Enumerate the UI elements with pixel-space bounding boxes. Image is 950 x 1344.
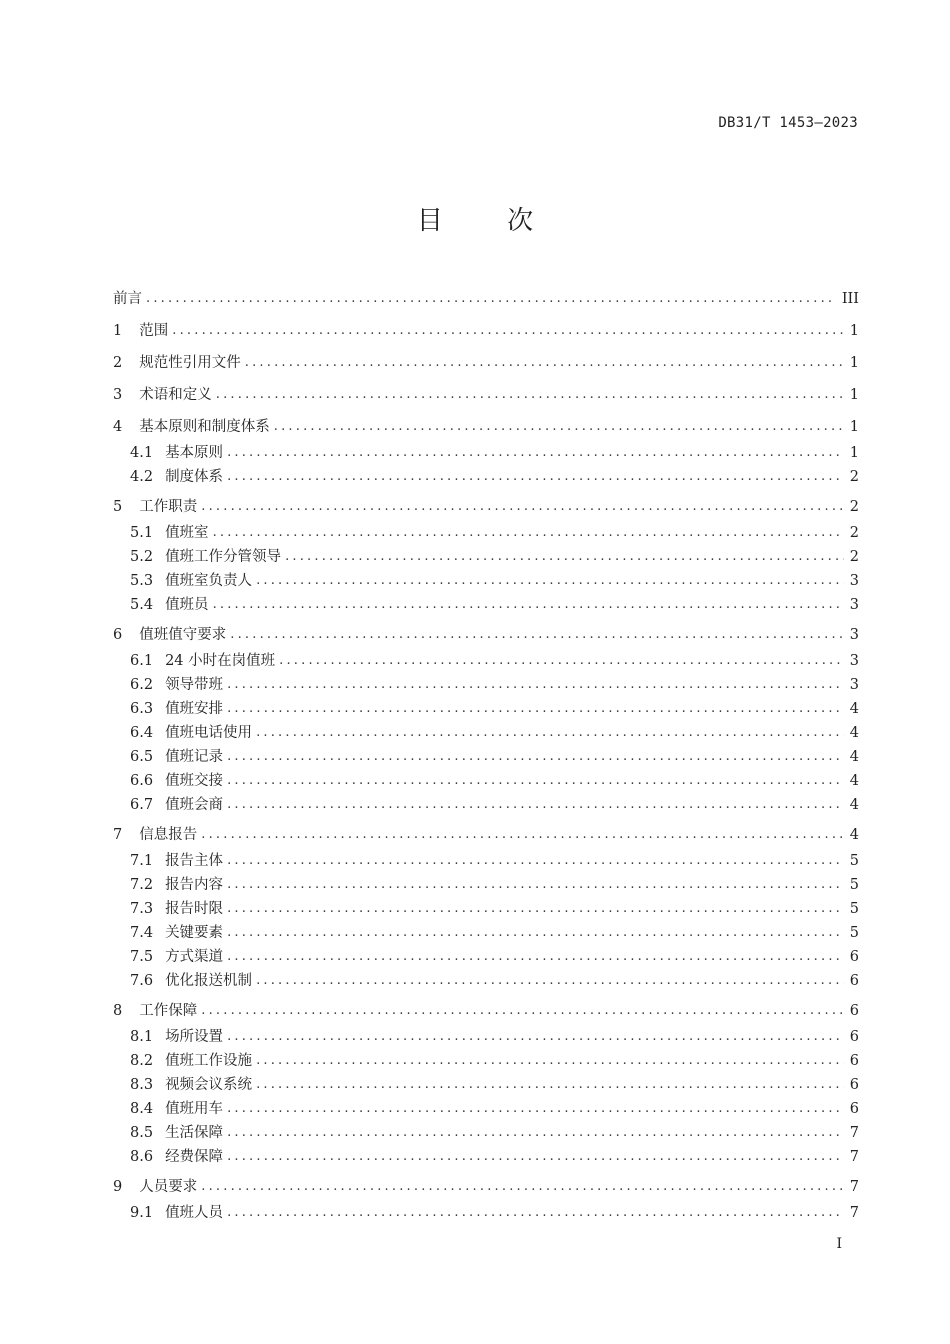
- toc-entry-label: 值班电话使用: [165, 725, 253, 741]
- toc-entry[interactable]: [113, 1146, 859, 1168]
- toc-entry-page: 6: [849, 1029, 859, 1045]
- toc-entry-label: 经费保障: [165, 1149, 224, 1165]
- toc-entry-number: 9.1: [130, 1205, 154, 1221]
- toc-entry-number: 9: [113, 1179, 123, 1195]
- toc-entry-page: 1: [849, 355, 859, 371]
- toc-entry-page: III: [841, 291, 859, 307]
- toc-entry-page: 1: [849, 323, 859, 339]
- toc-entry-number: 8.5: [130, 1125, 154, 1141]
- toc-entry-label: 视频会议系统: [165, 1077, 253, 1093]
- toc-entry-label: 关键要素: [165, 925, 224, 941]
- dot-leader: [201, 824, 844, 846]
- dot-leader: [279, 650, 844, 672]
- toc-entry-label: 报告内容: [165, 877, 224, 893]
- document-id: DB31/T 1453—2023: [718, 115, 858, 131]
- toc-entry[interactable]: [113, 1176, 859, 1198]
- dot-leader: [245, 352, 844, 374]
- dot-leader: [227, 874, 844, 896]
- dot-leader: [227, 794, 844, 816]
- toc-entry-number: 8.1: [130, 1029, 154, 1045]
- toc-entry-number: 6.6: [130, 773, 154, 789]
- toc-entry-page: 3: [849, 573, 859, 589]
- toc-entry-label: 值班工作分管领导: [165, 549, 282, 565]
- toc-entry-number: 7.6: [130, 973, 154, 989]
- dot-leader: [256, 722, 844, 744]
- toc-entry-number: 8: [113, 1003, 123, 1019]
- toc-entry[interactable]: [113, 850, 859, 872]
- toc-entry-label: 术语和定义: [139, 387, 212, 403]
- toc-entry-page: 1: [849, 445, 859, 461]
- toc-entry-page: 6: [849, 1077, 859, 1093]
- toc-entry-number: 8.2: [130, 1053, 154, 1069]
- toc-entry[interactable]: [113, 1098, 859, 1120]
- toc-entry-number: 8.4: [130, 1101, 154, 1117]
- toc-entry-page: 5: [849, 853, 859, 869]
- toc-entry-page: 4: [849, 827, 859, 843]
- dot-leader: [201, 1176, 844, 1198]
- toc-entry[interactable]: [113, 1026, 859, 1048]
- toc-entry-page: 4: [849, 749, 859, 765]
- dot-leader: [227, 1122, 844, 1144]
- dot-leader: [227, 466, 844, 488]
- toc-entry[interactable]: [113, 1074, 859, 1096]
- toc-entry-number: 6.4: [130, 725, 154, 741]
- toc-entry-page: 5: [849, 925, 859, 941]
- toc-entry-label: 工作保障: [139, 1003, 198, 1019]
- toc-entry-page: 7: [849, 1205, 859, 1221]
- toc-entry-number: 5: [113, 499, 123, 515]
- toc-entry-number: 5.4: [130, 597, 154, 613]
- dot-leader: [227, 698, 844, 720]
- toc-entry[interactable]: [113, 650, 859, 672]
- toc-entry[interactable]: [113, 898, 859, 920]
- toc-entry-label: 信息报告: [139, 827, 198, 843]
- toc-entry[interactable]: [113, 624, 859, 646]
- dot-leader: [227, 898, 844, 920]
- toc-entry-label: 值班交接: [165, 773, 224, 789]
- toc-entry[interactable]: [113, 288, 859, 310]
- dot-leader: [256, 1050, 844, 1072]
- toc-entry-page: 3: [849, 653, 859, 669]
- toc-title-char: 次: [507, 206, 534, 236]
- toc-entry-number: 1: [113, 323, 123, 339]
- toc-entry-page: 2: [849, 499, 859, 515]
- toc-entry[interactable]: [113, 824, 859, 846]
- toc-entry-number: 7.2: [130, 877, 154, 893]
- toc-entry-page: 6: [849, 1053, 859, 1069]
- toc-entry-label: 值班人员: [165, 1205, 224, 1221]
- toc-entry[interactable]: [113, 352, 859, 374]
- toc-entry-label: 值班工作设施: [165, 1053, 253, 1069]
- toc-entry[interactable]: [113, 1122, 859, 1144]
- dot-leader: [227, 1098, 844, 1120]
- dot-leader: [274, 416, 844, 438]
- toc-entry-number: 3: [113, 387, 123, 403]
- dot-leader: [213, 594, 844, 616]
- toc-entry[interactable]: [113, 946, 859, 968]
- toc-title-char: 目: [416, 206, 443, 236]
- toc-entry[interactable]: [113, 874, 859, 896]
- dot-leader: [227, 946, 844, 968]
- toc-entry[interactable]: [113, 698, 859, 720]
- toc-entry-label: 报告主体: [165, 853, 224, 869]
- dot-leader: [227, 770, 844, 792]
- toc-entry-label: 值班用车: [165, 1101, 224, 1117]
- toc-entry[interactable]: [113, 722, 859, 744]
- toc-entry-number: 8.3: [130, 1077, 154, 1093]
- dot-leader: [146, 288, 836, 310]
- dot-leader: [227, 746, 844, 768]
- dot-leader: [227, 850, 844, 872]
- toc-entry[interactable]: [113, 794, 859, 816]
- toc-entry-label: 值班值守要求: [139, 627, 227, 643]
- toc-entry-page: 4: [849, 725, 859, 741]
- toc-entry-number: 4.1: [130, 445, 154, 461]
- toc-entry[interactable]: [113, 746, 859, 768]
- toc-entry[interactable]: [113, 466, 859, 488]
- toc-entry[interactable]: [113, 1050, 859, 1072]
- toc-entry[interactable]: [113, 1202, 859, 1224]
- toc-entry[interactable]: [113, 522, 859, 544]
- toc-entry-label: 值班室: [165, 525, 209, 541]
- toc-entry-label: 场所设置: [165, 1029, 224, 1045]
- dot-leader: [256, 570, 844, 592]
- toc-entry-label: 制度体系: [165, 469, 224, 485]
- dot-leader: [227, 1146, 844, 1168]
- toc-entry-number: 6.3: [130, 701, 154, 717]
- dot-leader: [285, 546, 844, 568]
- toc-entry-label: 范围: [139, 323, 169, 339]
- toc-entry[interactable]: [113, 1000, 859, 1022]
- toc-entry-label: 方式渠道: [165, 949, 224, 965]
- toc-entry-page: 7: [849, 1179, 859, 1195]
- toc-entry-label: 工作职责: [139, 499, 198, 515]
- toc-entry[interactable]: [113, 970, 859, 992]
- dot-leader: [201, 496, 844, 518]
- toc-entry-label: 优化报送机制: [165, 973, 253, 989]
- toc-entry[interactable]: [113, 384, 859, 406]
- toc-entry-label: 值班会商: [165, 797, 224, 813]
- toc-entry[interactable]: [113, 674, 859, 696]
- toc-entry-number: 5.3: [130, 573, 154, 589]
- toc-entry-number: 7.3: [130, 901, 154, 917]
- toc-entry-label: 人员要求: [139, 1179, 198, 1195]
- toc-entry-number: 7.1: [130, 853, 154, 869]
- dot-leader: [213, 522, 844, 544]
- toc-entry-page: 4: [849, 797, 859, 813]
- toc-entry-page: 3: [849, 627, 859, 643]
- toc-entry-page: 2: [849, 549, 859, 565]
- toc-entry-page: 4: [849, 773, 859, 789]
- toc-entry-label: 基本原则和制度体系: [139, 419, 270, 435]
- dot-leader: [227, 442, 844, 464]
- toc-entry-label: 值班员: [165, 597, 209, 613]
- toc-entry[interactable]: [113, 496, 859, 518]
- dot-leader: [227, 674, 844, 696]
- dot-leader: [230, 624, 844, 646]
- toc-entry-page: 2: [849, 469, 859, 485]
- toc-entry-number: 6.7: [130, 797, 154, 813]
- toc-entry-page: 4: [849, 701, 859, 717]
- toc-entry[interactable]: [113, 442, 859, 464]
- toc-entry-number: 5.2: [130, 549, 154, 565]
- dot-leader: [216, 384, 844, 406]
- toc-entry-number: 8.6: [130, 1149, 154, 1165]
- toc-entry[interactable]: [113, 922, 859, 944]
- toc-entry-label: 生活保障: [165, 1125, 224, 1141]
- toc-entry-page: 7: [849, 1149, 859, 1165]
- toc-entry-page: 3: [849, 677, 859, 693]
- toc-entry-number: 6.5: [130, 749, 154, 765]
- toc-entry-number: 7.5: [130, 949, 154, 965]
- toc-entry-page: 6: [849, 973, 859, 989]
- toc-entry-number: 4: [113, 419, 123, 435]
- toc-entry[interactable]: [113, 416, 859, 438]
- toc-entry-label: 值班记录: [165, 749, 224, 765]
- toc-entry-label: 规范性引用文件: [139, 355, 241, 371]
- toc-entry-page: 5: [849, 901, 859, 917]
- toc-entry-label: 报告时限: [165, 901, 224, 917]
- toc-entry-label: 值班室负责人: [165, 573, 253, 589]
- toc-entry-number: 6: [113, 627, 123, 643]
- toc-entry-label: 24 小时在岗值班: [165, 653, 276, 669]
- toc-entry-number: 6.1: [130, 653, 154, 669]
- toc-entry-page: 6: [849, 1003, 859, 1019]
- toc-entry-page: 6: [849, 1101, 859, 1117]
- toc-entry-page: 5: [849, 877, 859, 893]
- toc-entry-number: 7: [113, 827, 123, 843]
- toc-entry-number: 2: [113, 355, 123, 371]
- toc-entry[interactable]: [113, 770, 859, 792]
- toc-entry[interactable]: [113, 570, 859, 592]
- dot-leader: [256, 1074, 844, 1096]
- toc-title: [0, 200, 950, 237]
- toc-entry-number: 5.1: [130, 525, 154, 541]
- toc-entry-number: 6.2: [130, 677, 154, 693]
- dot-leader: [227, 1202, 844, 1224]
- toc-entry-page: 7: [849, 1125, 859, 1141]
- toc-entry-label: 基本原则: [165, 445, 224, 461]
- dot-leader: [172, 320, 844, 342]
- toc-entry-number: 4.2: [130, 469, 154, 485]
- toc-entry[interactable]: [113, 546, 859, 568]
- dot-leader: [227, 1026, 844, 1048]
- toc-entry-page: 3: [849, 597, 859, 613]
- toc-entry-page: 2: [849, 525, 859, 541]
- toc-entry-page: 1: [849, 419, 859, 435]
- page-number: I: [836, 1236, 842, 1252]
- toc-entry[interactable]: [113, 320, 859, 342]
- dot-leader: [256, 970, 844, 992]
- toc-entry-label: 值班安排: [165, 701, 224, 717]
- dot-leader: [201, 1000, 844, 1022]
- toc-entry-page: 1: [849, 387, 859, 403]
- toc-entry-label: 领导带班: [165, 677, 224, 693]
- toc-entry[interactable]: [113, 594, 859, 616]
- toc-entry-label: 前言: [113, 291, 142, 307]
- dot-leader: [227, 922, 844, 944]
- toc-entry-number: 7.4: [130, 925, 154, 941]
- toc-entry-page: 6: [849, 949, 859, 965]
